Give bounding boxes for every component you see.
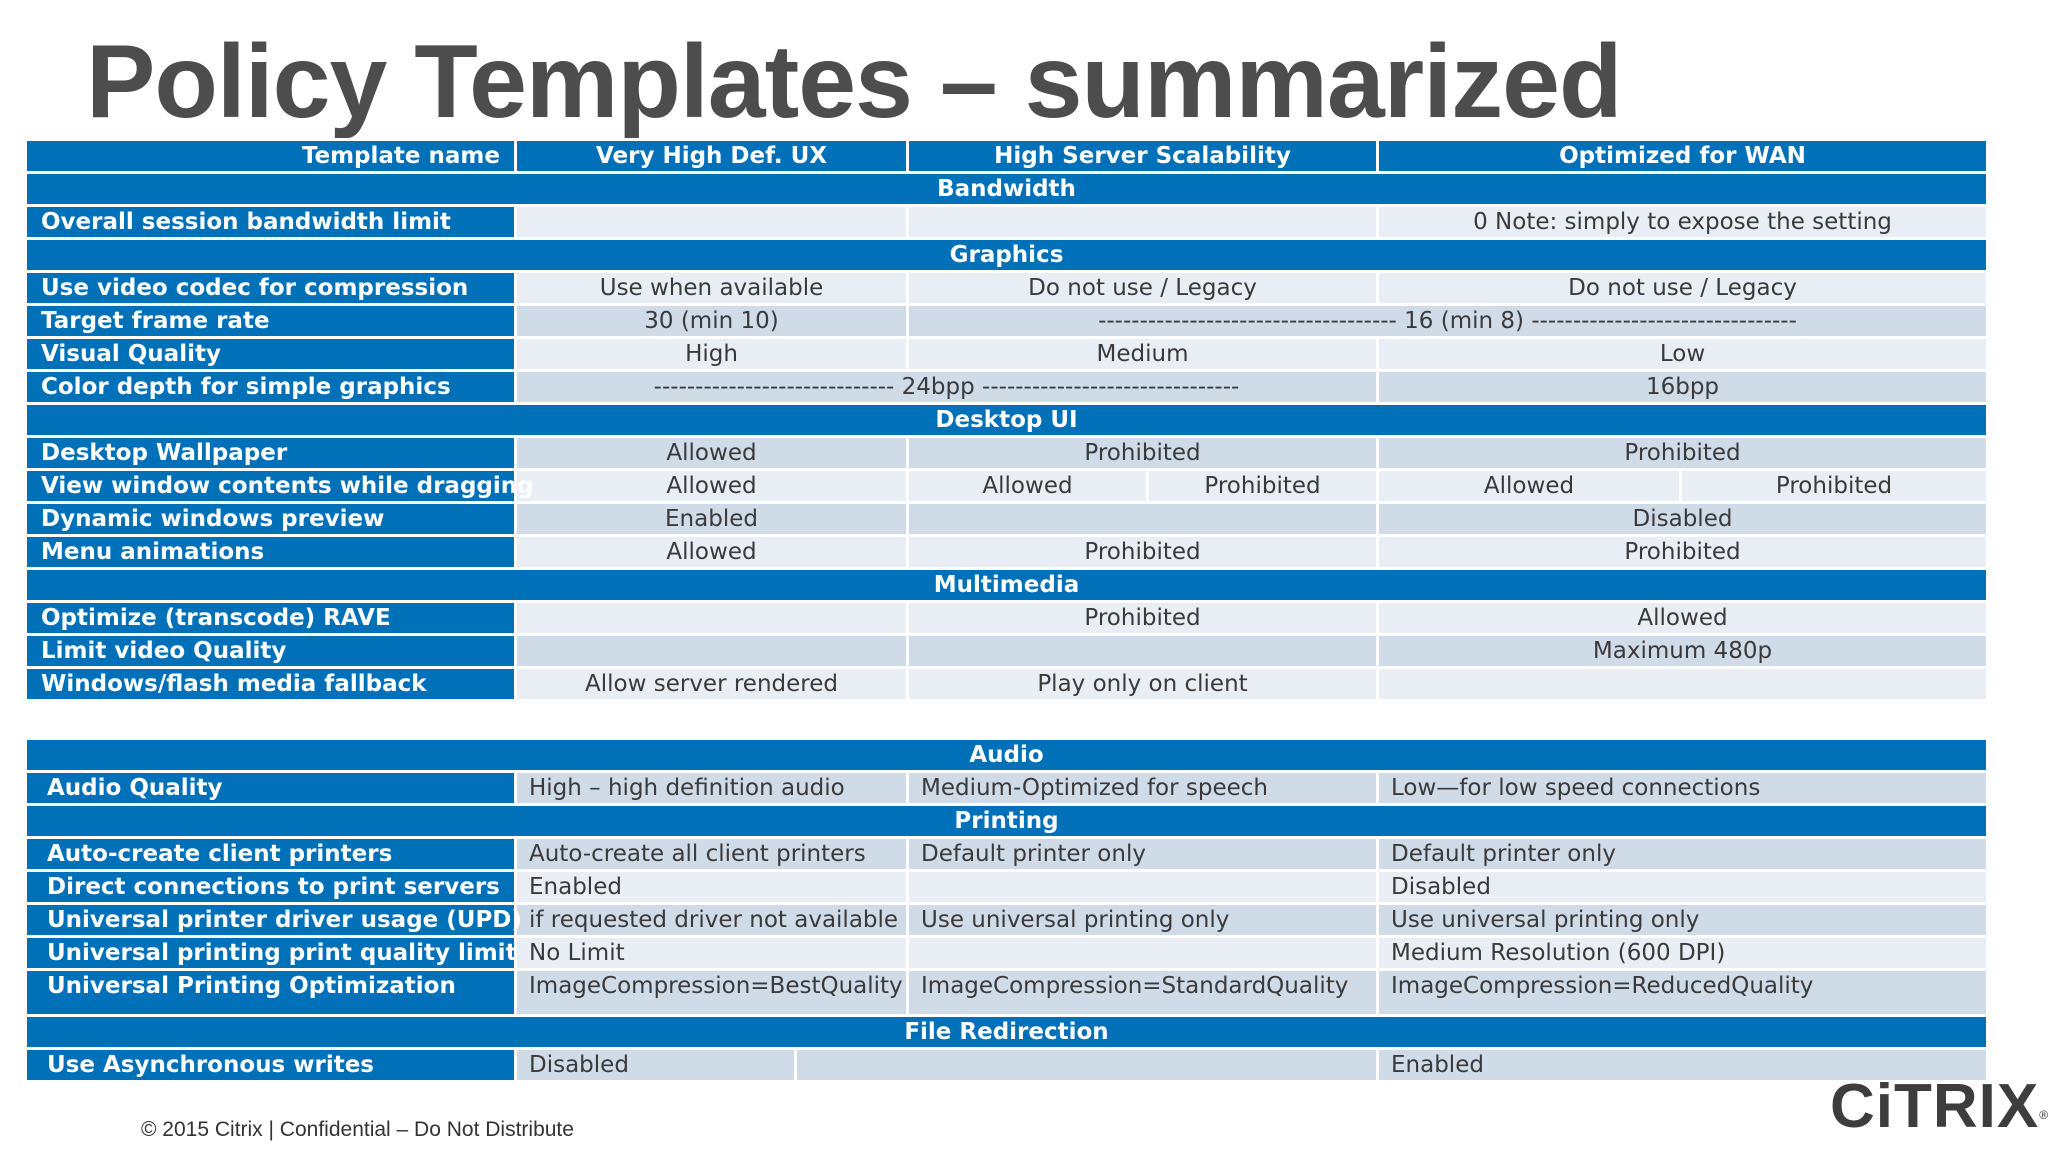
table-row (26, 470, 1988, 503)
cell-value: No Limit (516, 937, 908, 970)
cell-value: Maximum 480p (1378, 635, 1988, 668)
table-row (26, 371, 1988, 404)
cell-value: Medium Resolution (600 DPI) (1378, 937, 1988, 970)
cell-value: Use when available (516, 272, 908, 305)
table-row (26, 1049, 1988, 1082)
table-row (26, 904, 1988, 937)
cell-value: Medium-Optimized for speech (908, 772, 1378, 805)
page-title: Policy Templates – summarized (86, 24, 1622, 140)
table-row (26, 206, 1988, 239)
row-label: Limit video Quality (26, 635, 516, 668)
section-row (26, 173, 1988, 206)
header-template-name: Template name (26, 140, 516, 173)
row-label: Menu animations (26, 536, 516, 569)
table-row (26, 871, 1988, 904)
cell-value: Disabled (516, 1049, 796, 1082)
row-label: Color depth for simple graphics (26, 371, 516, 404)
cell-value: Disabled (1378, 503, 1988, 536)
cell-value: 16bpp (1378, 371, 1988, 404)
section-graphics: Graphics (26, 239, 1988, 272)
cell-value: Use universal printing only (1378, 904, 1988, 937)
section-bandwidth: Bandwidth (26, 173, 1988, 206)
cell-empty (516, 206, 908, 239)
table-row (26, 937, 1988, 970)
table-row (26, 772, 1988, 805)
cell-empty (1378, 668, 1988, 701)
cell-value: Allowed (516, 470, 908, 503)
section-desktop-ui: Desktop UI (26, 404, 1988, 437)
cell-value: ImageCompression=StandardQuality (908, 970, 1378, 1016)
cell-value: Allowed (516, 437, 908, 470)
logo-registered-mark: ® (2039, 1108, 2049, 1122)
section-audio: Audio (26, 739, 1988, 772)
citrix-logo (1830, 1072, 2049, 1142)
row-label: Target frame rate (26, 305, 516, 338)
table-row (26, 838, 1988, 871)
row-label: Auto-create client printers (26, 838, 516, 871)
row-label: Visual Quality (26, 338, 516, 371)
row-label: Desktop Wallpaper (26, 437, 516, 470)
cell-value: Prohibited (908, 536, 1378, 569)
section-row (26, 569, 1988, 602)
cell-value-merged: ------------------------------------ 16 (min 8) -------------------------------- (908, 305, 1988, 338)
cell-value: Do not use / Legacy (1378, 272, 1988, 305)
cell-value: Do not use / Legacy (908, 272, 1378, 305)
row-label: Overall session bandwidth limit (26, 206, 516, 239)
cell-value: if requested driver not available (516, 904, 908, 937)
table-row (26, 437, 1988, 470)
section-multimedia: Multimedia (26, 569, 1988, 602)
cell-value: Prohibited (908, 602, 1378, 635)
cell-value: 0 Note: simply to expose the setting (1378, 206, 1988, 239)
cell-value: Enabled (516, 871, 908, 904)
cell-empty (908, 937, 1378, 970)
section-row (26, 1016, 1988, 1049)
section-file-redirection: File Redirection (26, 1016, 1988, 1049)
cell-value: Prohibited (908, 437, 1378, 470)
cell-value: Allowed (1378, 470, 1681, 503)
header-high-server-scalability: High Server Scalability (908, 140, 1378, 173)
section-row (26, 239, 1988, 272)
cell-value: 30 (min 10) (516, 305, 908, 338)
cell-value: Allowed (908, 470, 1148, 503)
cell-empty (908, 871, 1378, 904)
policy-table-bottom (24, 737, 1989, 1083)
cell-value-merged: ----------------------------- 24bpp ------------------------------- (516, 371, 1378, 404)
table-row (26, 503, 1988, 536)
table-row (26, 602, 1988, 635)
cell-value: ImageCompression=ReducedQuality (1378, 970, 1988, 1016)
section-row (26, 805, 1988, 838)
section-row (26, 404, 1988, 437)
cell-value: Prohibited (1378, 437, 1988, 470)
cell-value: Play only on client (908, 668, 1378, 701)
cell-empty (908, 635, 1378, 668)
table-row (26, 338, 1988, 371)
logo-text: CiTRIX (1830, 1072, 2040, 1141)
cell-empty (908, 503, 1378, 536)
row-label: Universal printer driver usage (UPD) (26, 904, 516, 937)
table-row (26, 305, 1988, 338)
section-row (26, 739, 1988, 772)
cell-value: Prohibited (1148, 470, 1378, 503)
cell-value: Allow server rendered (516, 668, 908, 701)
row-label: Audio Quality (26, 772, 516, 805)
table-row (26, 970, 1988, 1016)
cell-empty (516, 602, 908, 635)
row-label: Dynamic windows preview (26, 503, 516, 536)
row-label: Universal printing print quality limit (26, 937, 516, 970)
section-printing: Printing (26, 805, 1988, 838)
row-label: Optimize (transcode) RAVE (26, 602, 516, 635)
cell-empty (516, 635, 908, 668)
header-very-high-def-ux: Very High Def. UX (516, 140, 908, 173)
cell-value: Auto-create all client printers (516, 838, 908, 871)
row-label: Windows/flash media fallback (26, 668, 516, 701)
header-row (26, 140, 1988, 173)
row-label: Use video codec for compression (26, 272, 516, 305)
cell-value: ImageCompression=BestQuality (516, 970, 908, 1016)
cell-value: Default printer only (908, 838, 1378, 871)
cell-value: High – high definition audio (516, 772, 908, 805)
cell-value: Allowed (516, 536, 908, 569)
cell-value: Enabled (1378, 1049, 1988, 1082)
table-row (26, 668, 1988, 701)
cell-value: Default printer only (1378, 838, 1988, 871)
cell-value: Prohibited (1378, 536, 1988, 569)
table-row (26, 272, 1988, 305)
table-row (26, 635, 1988, 668)
cell-value: Medium (908, 338, 1378, 371)
cell-empty (796, 1049, 1378, 1082)
header-optimized-for-wan: Optimized for WAN (1378, 140, 1988, 173)
row-label: View window contents while dragging (26, 470, 516, 503)
cell-value: Use universal printing only (908, 904, 1378, 937)
footer-copyright: © 2015 Citrix | Confidential – Do Not Distribute (141, 1118, 574, 1141)
cell-value: Low—for low speed connections (1378, 772, 1988, 805)
cell-value: High (516, 338, 908, 371)
cell-value: Disabled (1378, 871, 1988, 904)
cell-value: Prohibited (1681, 470, 1988, 503)
cell-value: Low (1378, 338, 1988, 371)
cell-value: Enabled (516, 503, 908, 536)
row-label: Direct connections to print servers (26, 871, 516, 904)
row-label: Use Asynchronous writes (26, 1049, 516, 1082)
cell-empty (908, 206, 1378, 239)
cell-value: Allowed (1378, 602, 1988, 635)
policy-table-top (24, 138, 1989, 702)
table-row (26, 536, 1988, 569)
row-label: Universal Printing Optimization (26, 970, 516, 1016)
